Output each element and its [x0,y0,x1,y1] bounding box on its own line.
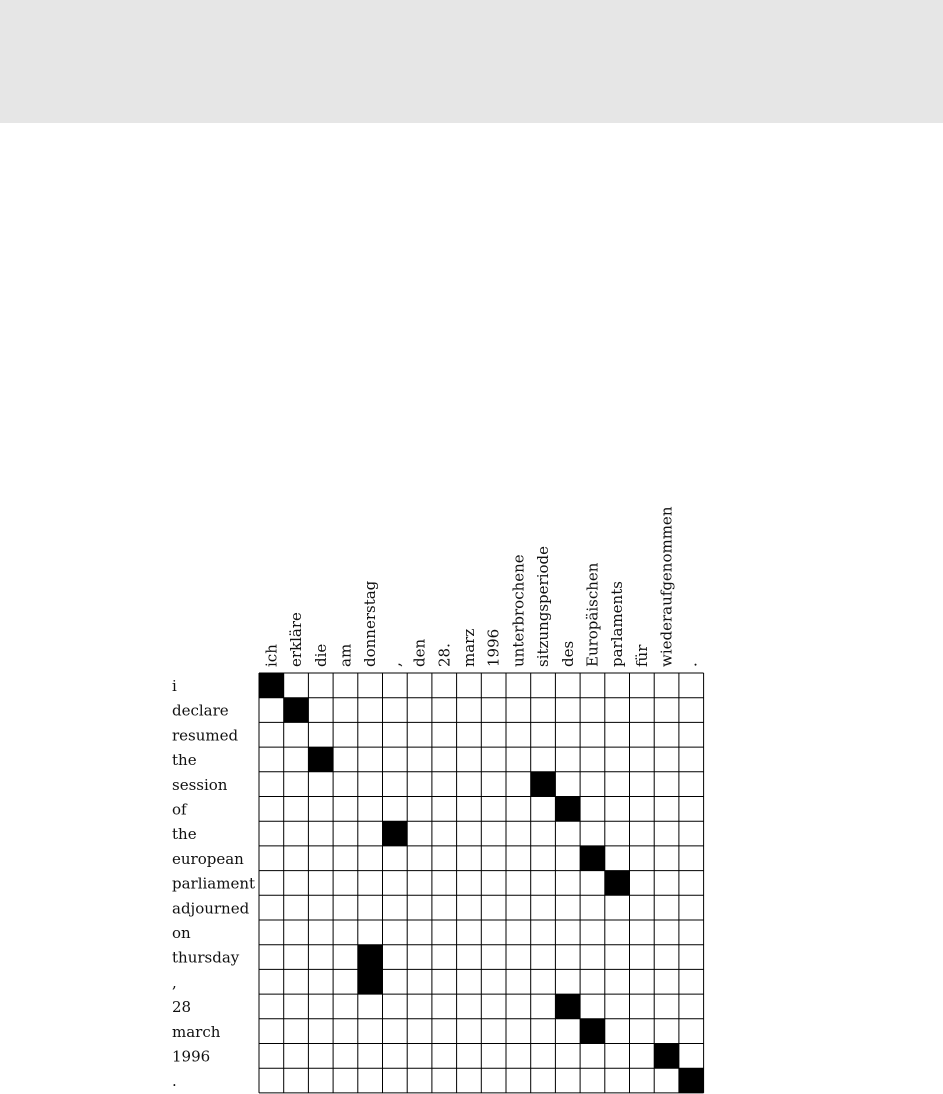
alignment-cell [308,747,333,772]
source-word: sitzungsperiode [534,545,553,667]
source-word: für [632,644,651,667]
source-word: donnerstag [361,580,380,667]
source-word-labels [262,506,700,667]
source-word: am [336,643,355,667]
target-word: thursday [172,948,240,967]
alignment-cell [259,673,284,698]
source-word: 28. [435,643,454,667]
alignment-cell [531,772,556,797]
target-word: the [172,825,197,844]
target-word: the [172,751,197,770]
source-word: 1996 [484,628,503,667]
source-word: wiederaufgenommen [657,506,676,667]
alignment-cell [358,945,383,970]
target-word: on [172,924,191,942]
source-word: , [385,662,404,667]
alignment-cell [383,821,408,846]
target-word: 1996 [172,1047,211,1066]
target-word: of [172,800,187,819]
alignment-grid [259,673,704,1093]
alignment-cell [580,846,605,871]
target-word: european [172,849,244,868]
target-word: . [172,1072,177,1091]
source-word: Europäischen [583,562,602,667]
source-word: erkläre [287,612,306,667]
alignment-cell [358,969,383,994]
target-word: adjourned [172,899,250,918]
alignment-cell [605,871,630,896]
target-word: , [172,973,177,992]
source-word: den [410,638,429,667]
source-word: marz [459,628,478,667]
target-word: session [172,775,228,794]
target-word: march [172,1022,221,1041]
source-word: des [558,640,577,667]
source-word: . [682,662,701,667]
target-word: declare [172,701,229,720]
alignment-cell [284,698,309,723]
alignment-cell [555,797,580,822]
alignment-cell [679,1068,704,1093]
target-word: i [172,677,177,695]
target-word: parliament [172,874,256,893]
source-word: parlaments [608,581,627,667]
alignment-cell [555,994,580,1019]
target-word: 28 [172,998,192,1017]
target-word-labels [172,677,255,1090]
alignment-cell [654,1044,679,1069]
target-word: resumed [172,726,239,745]
source-word: unterbrochene [509,554,528,667]
source-word: die [311,643,330,667]
source-word: ich [262,644,281,667]
alignment-cell [580,1019,605,1044]
